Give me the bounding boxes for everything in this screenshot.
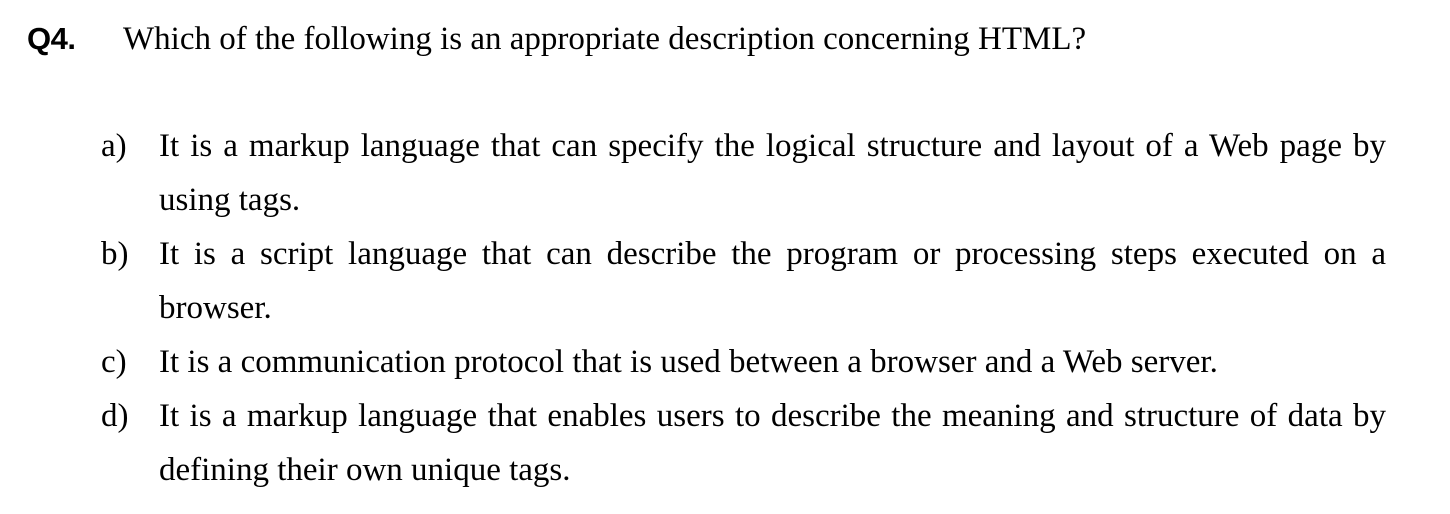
option-text: It is a markup language that enables users to describe the meaning and structure of data by defining their own unique tags.: [159, 398, 1386, 488]
option-label: b): [101, 236, 129, 272]
option-text: It is a markup language that can specify the logical structure and layout of a Web page by using tags.: [159, 128, 1386, 218]
option-text: It is a communication protocol that is used between a browser and a Web server.: [159, 344, 1218, 380]
option-d: [101, 389, 1401, 497]
option-label: c): [101, 344, 127, 380]
option-b: [101, 227, 1401, 335]
question-number: Q4.: [27, 21, 76, 56]
question-text: Which of the following is an appropriate description concerning HTML?: [123, 21, 1087, 57]
option-text: It is a script language that can describe the program or processing steps executed on a browser.: [159, 236, 1386, 326]
option-c: [101, 335, 1401, 389]
option-a: [101, 119, 1401, 227]
option-label: a): [101, 128, 127, 164]
option-label: d): [101, 398, 129, 434]
